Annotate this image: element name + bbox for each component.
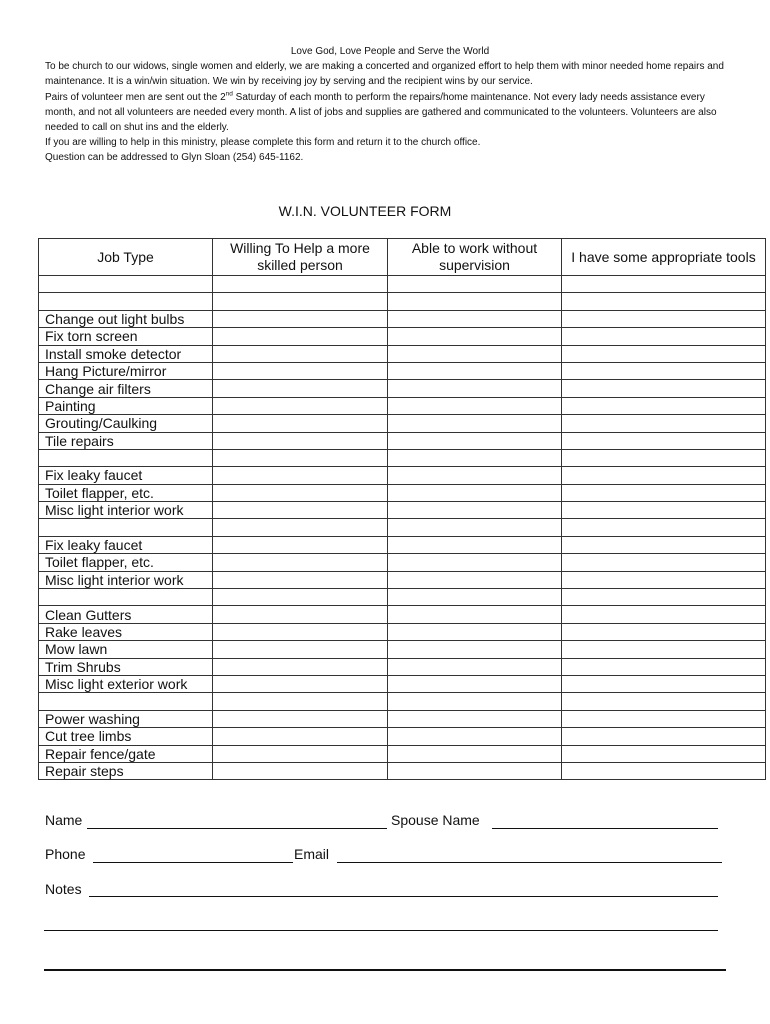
notes-field-line-3[interactable] [44,969,726,971]
table-row [39,484,766,501]
table-row [39,276,766,293]
work-without-supervision-cell[interactable] [388,432,562,449]
have-tools-cell[interactable] [562,762,766,779]
table-row [39,728,766,745]
intro-heading: Love God, Love People and Serve the World [290,46,490,57]
job-type-cell: Misc light exterior work [39,675,213,692]
table-row [39,762,766,779]
work-without-supervision-cell[interactable] [388,675,562,692]
willing-to-help-cell[interactable] [213,380,388,397]
job-type-cell: Change out light bulbs [39,310,213,327]
willing-to-help-cell[interactable] [213,710,388,727]
willing-to-help-cell[interactable] [213,606,388,623]
have-tools-cell[interactable] [562,310,766,327]
spouse-name-field[interactable] [492,828,718,829]
header-willing-to-help: Willing To Help a more skilled person [213,239,388,276]
willing-to-help-cell[interactable] [213,293,388,310]
work-without-supervision-cell[interactable] [388,728,562,745]
table-row [39,345,766,362]
work-without-supervision-cell[interactable] [388,328,562,345]
job-type-cell: Install smoke detector [39,345,213,362]
work-without-supervision-cell[interactable] [388,745,562,762]
spouse-name-label: Spouse Name [391,812,480,828]
work-without-supervision-cell[interactable] [388,554,562,571]
willing-to-help-cell[interactable] [213,415,388,432]
intro-paragraph-2-a: Pairs of volunteer men are sent out the 2 [45,91,226,103]
work-without-supervision-cell[interactable] [388,502,562,519]
willing-to-help-cell[interactable] [213,589,388,606]
table-row [39,328,766,345]
have-tools-cell[interactable] [562,328,766,345]
have-tools-cell[interactable] [562,449,766,466]
willing-to-help-cell[interactable] [213,658,388,675]
have-tools-cell[interactable] [562,415,766,432]
table-row [39,536,766,553]
table-row [39,432,766,449]
job-type-cell: Toilet flapper, etc. [39,484,213,501]
phone-label: Phone [45,846,86,862]
table-row [39,606,766,623]
table-row [39,397,766,414]
table-row [39,589,766,606]
willing-to-help-cell[interactable] [213,276,388,293]
work-without-supervision-cell[interactable] [388,589,562,606]
notes-field-line-2[interactable] [44,930,718,931]
intro-paragraph-3: If you are willing to help in this ministry, please complete this form and return it to the church office. [45,137,481,149]
willing-to-help-cell[interactable] [213,675,388,692]
work-without-supervision-cell[interactable] [388,658,562,675]
job-type-cell: Fix leaky faucet [39,467,213,484]
job-type-cell [39,276,213,293]
job-type-cell: Repair steps [39,762,213,779]
job-type-cell [39,293,213,310]
willing-to-help-cell[interactable] [213,449,388,466]
job-type-cell [39,449,213,466]
have-tools-cell[interactable] [562,675,766,692]
table-row [39,641,766,658]
job-type-cell [39,589,213,606]
have-tools-cell[interactable] [562,589,766,606]
job-type-cell: Rake leaves [39,623,213,640]
willing-to-help-cell[interactable] [213,345,388,362]
table-row [39,293,766,310]
table-row [39,362,766,379]
willing-to-help-cell[interactable] [213,502,388,519]
form-title: W.I.N. VOLUNTEER FORM [278,203,452,219]
work-without-supervision-cell[interactable] [388,380,562,397]
table-row [39,745,766,762]
job-type-cell: Toilet flapper, etc. [39,554,213,571]
phone-field[interactable] [93,862,293,863]
willing-to-help-cell[interactable] [213,693,388,710]
work-without-supervision-cell[interactable] [388,519,562,536]
have-tools-cell[interactable] [562,293,766,310]
table-row [39,710,766,727]
table-row [39,554,766,571]
email-field[interactable] [337,862,722,863]
job-type-cell [39,519,213,536]
have-tools-cell[interactable] [562,380,766,397]
notes-field-line-1[interactable] [89,896,718,897]
have-tools-cell[interactable] [562,745,766,762]
name-label: Name [45,812,83,828]
work-without-supervision-cell[interactable] [388,345,562,362]
table-row [39,310,766,327]
have-tools-cell[interactable] [562,623,766,640]
have-tools-cell[interactable] [562,276,766,293]
table-row [39,623,766,640]
intro-text [45,44,735,166]
job-type-cell: Cut tree limbs [39,728,213,745]
job-type-cell: Power washing [39,710,213,727]
job-type-cell: Mow lawn [39,641,213,658]
willing-to-help-cell[interactable] [213,310,388,327]
have-tools-cell[interactable] [562,536,766,553]
work-without-supervision-cell[interactable] [388,449,562,466]
willing-to-help-cell[interactable] [213,328,388,345]
have-tools-cell[interactable] [562,606,766,623]
have-tools-cell[interactable] [562,432,766,449]
table-row [39,449,766,466]
work-without-supervision-cell[interactable] [388,397,562,414]
willing-to-help-cell[interactable] [213,484,388,501]
have-tools-cell[interactable] [562,345,766,362]
table-row [39,693,766,710]
work-without-supervision-cell[interactable] [388,571,562,588]
have-tools-cell[interactable] [562,397,766,414]
have-tools-cell[interactable] [562,641,766,658]
table-body [39,276,766,780]
job-type-cell: Fix torn screen [39,328,213,345]
work-without-supervision-cell[interactable] [388,310,562,327]
have-tools-cell[interactable] [562,554,766,571]
willing-to-help-cell[interactable] [213,623,388,640]
job-type-cell [39,693,213,710]
have-tools-cell[interactable] [562,484,766,501]
willing-to-help-cell[interactable] [213,519,388,536]
table-row [39,658,766,675]
work-without-supervision-cell[interactable] [388,276,562,293]
job-type-cell: Painting [39,397,213,414]
table-row [39,675,766,692]
work-without-supervision-cell[interactable] [388,484,562,501]
have-tools-cell[interactable] [562,502,766,519]
have-tools-cell[interactable] [562,571,766,588]
have-tools-cell[interactable] [562,362,766,379]
work-without-supervision-cell[interactable] [388,606,562,623]
work-without-supervision-cell[interactable] [388,762,562,779]
willing-to-help-cell[interactable] [213,467,388,484]
intro-paragraph-2-b: Saturday of each month to perform the repairs/home maintenance. Not every lady needs assistance every month, and not all volunteers are needed every month. A list of jobs and supplies are gathered and communicated to the volunteers. Volunteers are also needed to call on shut ins and the elderly. [45,91,717,134]
table-row [39,502,766,519]
notes-label: Notes [45,881,82,897]
intro-paragraph-4: Question can be addressed to Glyn Sloan (254) 645-1162. [45,152,304,164]
willing-to-help-cell[interactable] [213,728,388,745]
have-tools-cell[interactable] [562,467,766,484]
work-without-supervision-cell[interactable] [388,623,562,640]
work-without-supervision-cell[interactable] [388,467,562,484]
have-tools-cell[interactable] [562,710,766,727]
willing-to-help-cell[interactable] [213,571,388,588]
job-type-cell: Hang Picture/mirror [39,362,213,379]
job-type-cell: Repair fence/gate [39,745,213,762]
willing-to-help-cell[interactable] [213,536,388,553]
work-without-supervision-cell[interactable] [388,362,562,379]
job-type-cell: Fix leaky faucet [39,536,213,553]
email-label: Email [294,846,330,862]
work-without-supervision-cell[interactable] [388,693,562,710]
have-tools-cell[interactable] [562,728,766,745]
volunteer-table [38,238,766,780]
willing-to-help-cell[interactable] [213,362,388,379]
table-row [39,571,766,588]
work-without-supervision-cell[interactable] [388,415,562,432]
table-header-row [39,239,766,276]
header-have-tools: I have some appropriate tools [562,239,766,276]
willing-to-help-cell[interactable] [213,397,388,414]
table-row [39,467,766,484]
job-type-cell: Clean Gutters [39,606,213,623]
work-without-supervision-cell[interactable] [388,293,562,310]
job-type-cell: Trim Shrubs [39,658,213,675]
willing-to-help-cell[interactable] [213,762,388,779]
table-row [39,519,766,536]
have-tools-cell[interactable] [562,693,766,710]
work-without-supervision-cell[interactable] [388,641,562,658]
header-job-type: Job Type [39,239,213,276]
intro-paragraph-1: To be church to our widows, single women and elderly, we are making a concerted and organized effort to help them with minor needed home repairs and maintenance. It is a win/win situation. We win by receiving joy by serving and the recipient wins by our service. [45,61,724,88]
work-without-supervision-cell[interactable] [388,536,562,553]
job-type-cell: Tile repairs [39,432,213,449]
job-type-cell: Grouting/Caulking [39,415,213,432]
intro-paragraph-2 [45,90,735,136]
job-type-cell: Change air filters [39,380,213,397]
table-row [39,380,766,397]
ordinal-suffix: nd [225,90,233,98]
willing-to-help-cell[interactable] [213,745,388,762]
table-row [39,415,766,432]
have-tools-cell[interactable] [562,519,766,536]
work-without-supervision-cell[interactable] [388,710,562,727]
willing-to-help-cell[interactable] [213,554,388,571]
header-work-without-supervision: Able to work without supervision [388,239,562,276]
willing-to-help-cell[interactable] [213,432,388,449]
name-field[interactable] [87,828,387,829]
job-type-cell: Misc light interior work [39,571,213,588]
willing-to-help-cell[interactable] [213,641,388,658]
have-tools-cell[interactable] [562,658,766,675]
job-type-cell: Misc light interior work [39,502,213,519]
